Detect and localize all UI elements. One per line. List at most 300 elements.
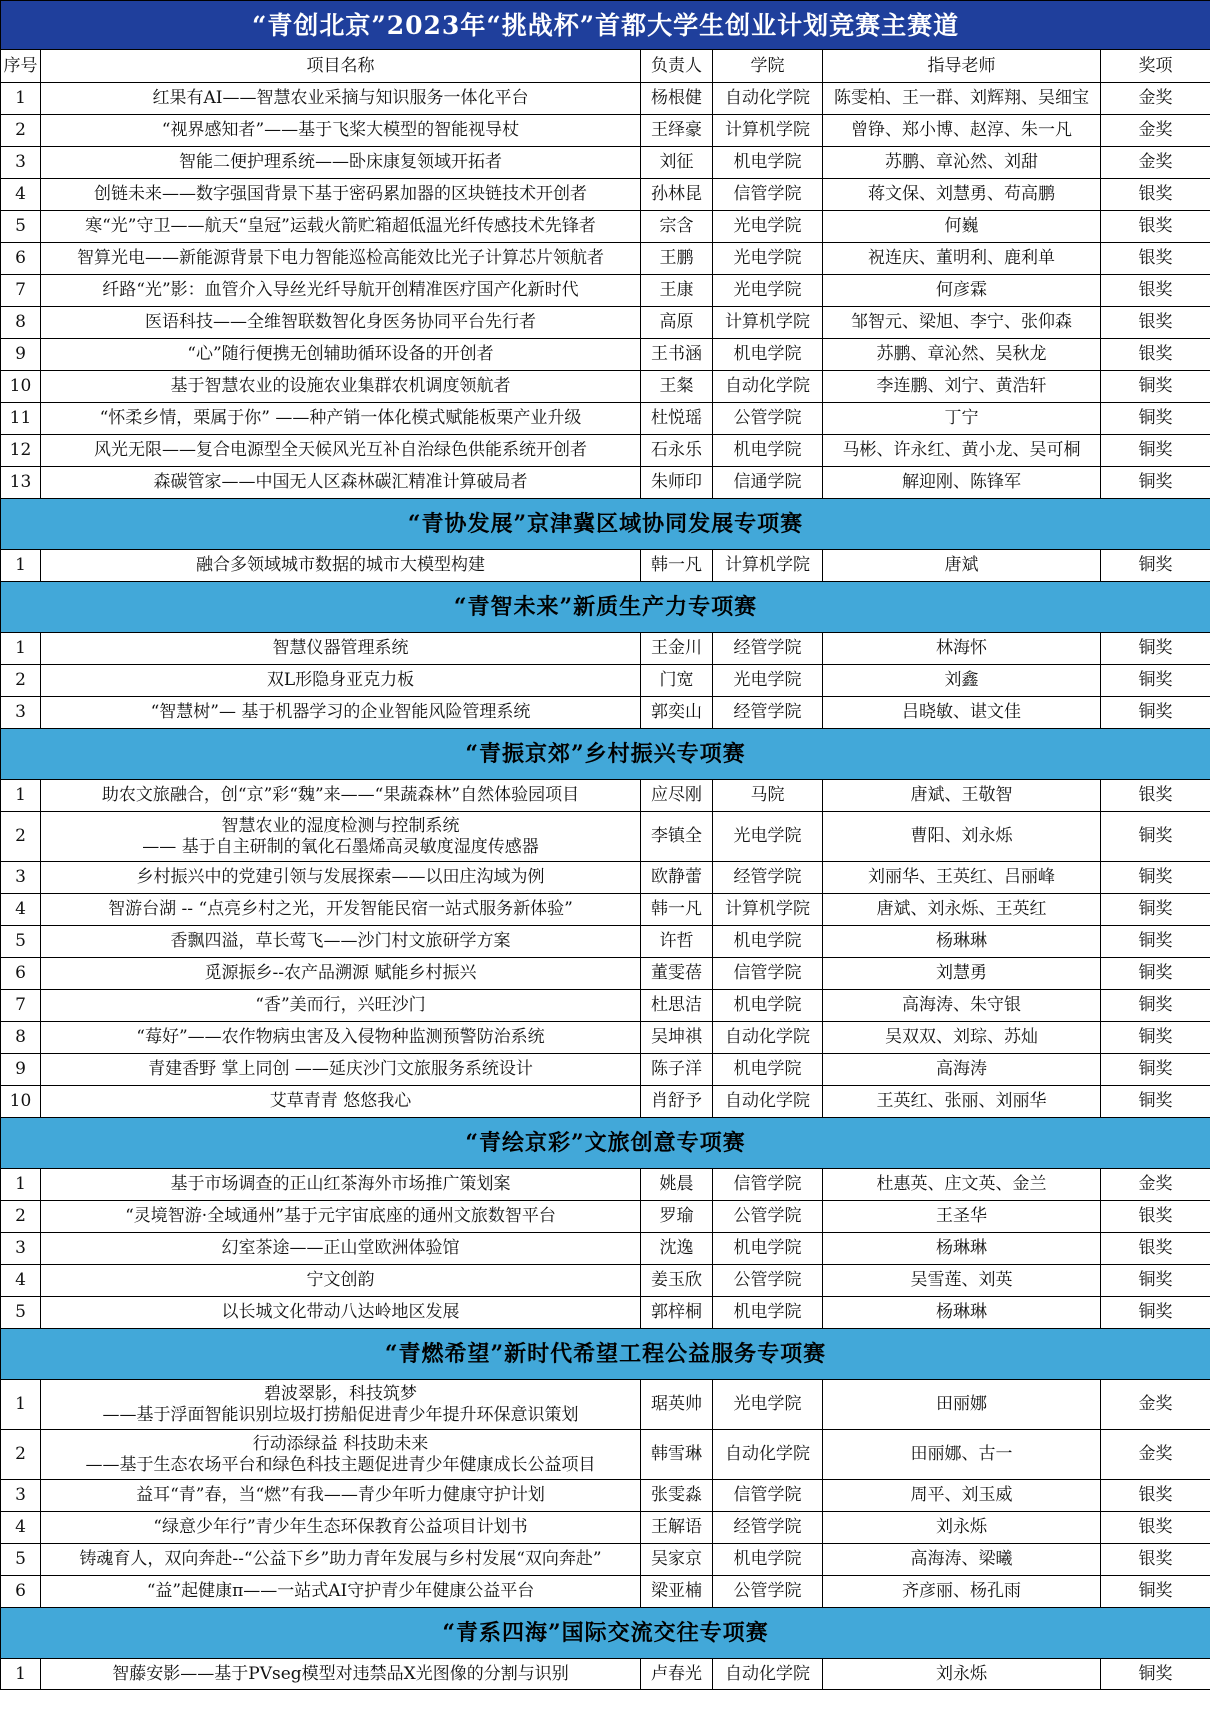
project-name-line: 寒“光”守卫——航天“皇冠”运载火箭贮箱超低温光纤传感技术先锋者 [85,216,596,236]
cell-index: 2 [1,1201,41,1233]
project-name-line: “怀柔乡情，栗属于你” ——种产销一体化模式赋能板栗产业升级 [99,408,582,428]
project-name-line: “绿意少年行”青少年生态环保教育公益项目计划书 [153,1517,528,1537]
cell-leader: 卢春光 [641,1659,713,1690]
project-name-line: “视界感知者”——基于飞桨大模型的智能视导杖 [161,120,520,140]
cell-college: 公管学院 [713,1201,823,1233]
cell-index: 11 [1,403,41,435]
cell-index: 3 [1,697,41,729]
cell-award: 铜奖 [1101,958,1210,990]
project-name-line: 益耳“青”春，当“燃”有我——青少年听力健康守护计划 [136,1485,545,1505]
table-row [1,697,1210,729]
cell-project [41,339,641,371]
cell-index: 5 [1,1297,41,1329]
project-name-line: 智藤安影——基于PVseg模型对违禁品X光图像的分割与识别 [112,1663,569,1684]
cell-advisor: 马彬、许永红、黄小龙、吴可桐 [823,435,1101,467]
cell-project [41,403,641,435]
cell-advisor: 刘慧勇 [823,958,1101,990]
table-row [1,147,1210,179]
cell-advisor: 田丽娜、古一 [823,1430,1101,1480]
table-row [1,780,1210,812]
cell-award: 金奖 [1101,1380,1210,1430]
cell-project [41,1544,641,1576]
cell-award: 铜奖 [1101,1297,1210,1329]
cell-index: 5 [1,926,41,958]
cell-college: 自动化学院 [713,1086,823,1118]
cell-advisor: 齐彦丽、杨孔雨 [823,1576,1101,1608]
table-row [1,115,1210,147]
project-name-line: —— 基于自主研制的氧化石墨烯高灵敏度湿度传感器 [142,836,539,857]
cell-college: 经管学院 [713,1512,823,1544]
table-row [1,211,1210,243]
cell-award: 金奖 [1101,115,1210,147]
table-row [1,275,1210,307]
cell-college: 公管学院 [713,1265,823,1297]
cell-advisor: 邹智元、梁旭、李宁、张仰森 [823,307,1101,339]
table-row [1,243,1210,275]
section-title: “青智未来”新质生产力专项赛 [1,582,1210,633]
project-name-line: 纤路“光”影：血管介入导丝光纤导航开创精准医疗国产化新时代 [102,280,579,300]
cell-award: 铜奖 [1101,894,1210,926]
table-row [1,83,1210,115]
project-name-line: 艾草青青 悠悠我心 [269,1091,412,1111]
cell-leader: 琚英帅 [641,1380,713,1430]
section-title: “青燃希望”新时代希望工程公益服务专项赛 [1,1329,1210,1380]
header-award: 奖项 [1101,50,1210,83]
table-row [1,926,1210,958]
section-title: “青绘京彩”文旅创意专项赛 [1,1118,1210,1169]
project-name-line: 铸魂育人，双向奔赴--“公益下乡”助力青年发展与乡村发展“双向奔赴” [79,1549,602,1569]
table-row [1,1480,1210,1512]
cell-advisor: 高海涛、朱守银 [823,990,1101,1022]
project-name-line: 智慧仪器管理系统 [272,638,409,658]
cell-advisor: 吴雪莲、刘英 [823,1265,1101,1297]
project-name-line: 乡村振兴中的党建引领与发展探索——以田庄沟域为例 [136,867,545,887]
cell-award: 铜奖 [1101,862,1210,894]
table-row [1,550,1210,582]
cell-college: 信管学院 [713,1480,823,1512]
cell-college: 自动化学院 [713,1022,823,1054]
section-title: “青协发展”京津冀区域协同发展专项赛 [1,499,1210,550]
header-row [1,50,1210,83]
table-row [1,1169,1210,1201]
cell-index: 8 [1,1022,41,1054]
cell-project [41,1169,641,1201]
project-name-line: 森碳管家——中国无人区森林碳汇精准计算破局者 [153,472,528,492]
cell-project [41,1022,641,1054]
cell-college: 机电学院 [713,926,823,958]
cell-advisor: 杨琳琳 [823,1297,1101,1329]
cell-award: 铜奖 [1101,697,1210,729]
cell-index: 1 [1,83,41,115]
cell-award: 银奖 [1101,339,1210,371]
page-title: “青创北京”2023年“挑战杯”首都大学生创业计划竞赛主赛道 [1,1,1210,50]
cell-index: 7 [1,275,41,307]
table-row [1,371,1210,403]
project-name-line: 助农文旅融合，创“京”彩“魏”来——“果蔬森林”自然体验园项目 [101,785,580,805]
cell-advisor: 蒋文保、刘慧勇、苟高鹏 [823,179,1101,211]
section-header-row [1,582,1210,633]
cell-college: 光电学院 [713,1380,823,1430]
cell-index: 3 [1,1480,41,1512]
cell-project [41,307,641,339]
cell-award: 银奖 [1101,275,1210,307]
cell-advisor: 唐斌、王敬智 [823,780,1101,812]
cell-college: 公管学院 [713,403,823,435]
project-name-line: “智慧树”— 基于机器学习的企业智能风险管理系统 [150,702,531,722]
cell-project [41,1233,641,1265]
cell-award: 金奖 [1101,83,1210,115]
cell-college: 光电学院 [713,812,823,862]
cell-advisor: 杜惠英、庄文英、金兰 [823,1169,1101,1201]
cell-index: 5 [1,211,41,243]
project-name-line: “莓好”——农作物病虫害及入侵物种监测预警防治系统 [136,1027,545,1047]
table-row [1,1430,1210,1480]
cell-project [41,1430,641,1480]
section-header-row [1,729,1210,780]
cell-leader: 许哲 [641,926,713,958]
table-row [1,1544,1210,1576]
header-project: 项目名称 [41,50,641,83]
header-index: 序号 [1,50,41,83]
cell-leader: 孙林昆 [641,179,713,211]
cell-award: 金奖 [1101,147,1210,179]
cell-college: 自动化学院 [713,1659,823,1690]
cell-leader: 应尽刚 [641,780,713,812]
table-row [1,633,1210,665]
cell-leader: 杜思洁 [641,990,713,1022]
cell-advisor: 田丽娜 [823,1380,1101,1430]
cell-index: 1 [1,1169,41,1201]
cell-leader: 杨根健 [641,83,713,115]
cell-college: 光电学院 [713,243,823,275]
cell-leader: 石永乐 [641,435,713,467]
table-row [1,958,1210,990]
cell-college: 光电学院 [713,665,823,697]
cell-advisor: 吕晓敏、谌文佳 [823,697,1101,729]
cell-college: 经管学院 [713,862,823,894]
cell-award: 铜奖 [1101,665,1210,697]
cell-project [41,115,641,147]
cell-advisor: 林海怀 [823,633,1101,665]
cell-leader: 王康 [641,275,713,307]
cell-leader: 沈逸 [641,1233,713,1265]
cell-college: 机电学院 [713,339,823,371]
cell-advisor: 高海涛 [823,1054,1101,1086]
section-header-row [1,1608,1210,1659]
title-row [1,1,1210,50]
table-row [1,1297,1210,1329]
table-row [1,1265,1210,1297]
cell-leader: 张雯淼 [641,1480,713,1512]
cell-advisor: 刘鑫 [823,665,1101,697]
cell-index: 1 [1,1659,41,1690]
cell-college: 自动化学院 [713,83,823,115]
table-row [1,1201,1210,1233]
cell-project [41,958,641,990]
cell-award: 银奖 [1101,1233,1210,1265]
project-name-line: 基于市场调查的正山红茶海外市场推广策划案 [170,1174,511,1194]
cell-project [41,467,641,499]
cell-project [41,697,641,729]
cell-leader: 姚晨 [641,1169,713,1201]
table-row [1,179,1210,211]
cell-index: 6 [1,243,41,275]
cell-award: 铜奖 [1101,403,1210,435]
cell-leader: 姜玉欣 [641,1265,713,1297]
cell-project [41,211,641,243]
cell-college: 计算机学院 [713,550,823,582]
table-row [1,307,1210,339]
cell-index: 2 [1,1430,41,1480]
table-row [1,862,1210,894]
table-row [1,665,1210,697]
cell-college: 机电学院 [713,147,823,179]
cell-college: 计算机学院 [713,115,823,147]
cell-advisor: 何彦霖 [823,275,1101,307]
cell-project [41,862,641,894]
table-row [1,403,1210,435]
cell-college: 机电学院 [713,1297,823,1329]
cell-index: 1 [1,633,41,665]
cell-index: 1 [1,550,41,582]
table-row [1,435,1210,467]
project-name-line: ——基于生态农场平台和绿色科技主题促进青少年健康成长公益项目 [85,1454,596,1475]
cell-leader: 吴家京 [641,1544,713,1576]
cell-index: 12 [1,435,41,467]
cell-project [41,1512,641,1544]
cell-advisor: 王英红、张丽、刘丽华 [823,1086,1101,1118]
cell-award: 银奖 [1101,1480,1210,1512]
project-name-line: 以长城文化带动八达岭地区发展 [221,1302,460,1322]
cell-advisor: 高海涛、梁曦 [823,1544,1101,1576]
table-row [1,812,1210,862]
project-name-line: 行动添绿益 科技助未来 [252,1433,429,1454]
cell-project [41,1054,641,1086]
table-row [1,1576,1210,1608]
header-leader: 负责人 [641,50,713,83]
project-name-line: 双L形隐身亚克力板 [266,670,415,690]
project-name-line: “益”起健康π——一站式AI守护青少年健康公益平台 [146,1581,535,1601]
project-name-line: 碧波翠影，科技筑梦 [264,1383,417,1404]
cell-project [41,1201,641,1233]
cell-college: 机电学院 [713,435,823,467]
header-college: 学院 [713,50,823,83]
cell-award: 银奖 [1101,211,1210,243]
cell-index: 4 [1,1265,41,1297]
cell-project [41,179,641,211]
cell-award: 铜奖 [1101,1659,1210,1690]
cell-advisor: 苏鹏、章沁然、刘甜 [823,147,1101,179]
cell-award: 铜奖 [1101,467,1210,499]
cell-award: 金奖 [1101,1169,1210,1201]
header-advisor: 指导老师 [823,50,1101,83]
cell-index: 2 [1,812,41,862]
cell-advisor: 解迎刚、陈锋军 [823,467,1101,499]
cell-advisor: 陈雯柏、王一群、刘辉翔、吴细宝 [823,83,1101,115]
project-name-line: 宁文创韵 [306,1270,375,1290]
cell-project [41,633,641,665]
cell-award: 铜奖 [1101,1086,1210,1118]
cell-award: 铜奖 [1101,926,1210,958]
cell-project [41,1659,641,1690]
cell-college: 光电学院 [713,275,823,307]
cell-advisor: 杨琳琳 [823,926,1101,958]
cell-college: 自动化学院 [713,1430,823,1480]
cell-project [41,1265,641,1297]
project-name-line: ——基于浮面智能识别垃圾打捞船促进青少年提升环保意识策划 [102,1404,579,1425]
cell-college: 经管学院 [713,633,823,665]
cell-award: 铜奖 [1101,550,1210,582]
project-name-line: 智慧农业的湿度检测与控制系统 [221,815,460,836]
cell-college: 机电学院 [713,1054,823,1086]
cell-leader: 陈子洋 [641,1054,713,1086]
table-row [1,1022,1210,1054]
cell-project [41,812,641,862]
cell-leader: 董雯蓓 [641,958,713,990]
cell-index: 9 [1,1054,41,1086]
cell-leader: 韩一凡 [641,550,713,582]
cell-award: 铜奖 [1101,990,1210,1022]
cell-index: 4 [1,1512,41,1544]
cell-leader: 王粲 [641,371,713,403]
section-title: “青系四海”国际交流交往专项赛 [1,1608,1210,1659]
cell-college: 公管学院 [713,1576,823,1608]
cell-index: 10 [1,371,41,403]
cell-index: 4 [1,894,41,926]
cell-college: 信管学院 [713,958,823,990]
project-name-line: 医语科技——全维智联数智化身医务协同平台先行者 [145,312,536,332]
cell-advisor: 唐斌、刘永烁、王英红 [823,894,1101,926]
cell-project [41,1380,641,1430]
cell-project [41,780,641,812]
project-name-line: 香飘四溢，草长莺飞——沙门村文旅研学方案 [170,931,511,951]
cell-leader: 郭梓桐 [641,1297,713,1329]
cell-leader: 王金川 [641,633,713,665]
cell-project [41,665,641,697]
cell-award: 银奖 [1101,179,1210,211]
table-row [1,1233,1210,1265]
project-name-line: 智算光电——新能源背景下电力智能巡检高能效比光子计算芯片领航者 [77,248,604,268]
cell-college: 机电学院 [713,1544,823,1576]
cell-award: 铜奖 [1101,812,1210,862]
cell-advisor: 苏鹏、章沁然、吴秋龙 [823,339,1101,371]
table-row [1,339,1210,371]
cell-project [41,1480,641,1512]
cell-award: 银奖 [1101,307,1210,339]
cell-advisor: 王圣华 [823,1201,1101,1233]
project-name-line: 青建香野 掌上同创 ——延庆沙门文旅服务系统设计 [148,1059,533,1079]
cell-leader: 欧静蕾 [641,862,713,894]
cell-college: 计算机学院 [713,894,823,926]
cell-index: 9 [1,339,41,371]
section-title: “青振京郊”乡村振兴专项赛 [1,729,1210,780]
project-name-line: 觅源振乡--农产品溯源 赋能乡村振兴 [204,963,477,983]
cell-index: 1 [1,1380,41,1430]
section-header-row [1,1329,1210,1380]
project-name-line: “香”美而行，兴旺沙门 [255,995,426,1015]
cell-leader: 门宽 [641,665,713,697]
project-name-line: 幻室茶途——正山堂欧洲体验馆 [221,1238,460,1258]
cell-index: 3 [1,147,41,179]
cell-leader: 韩雪琳 [641,1430,713,1480]
cell-project [41,990,641,1022]
project-name-line: 风光无限——复合电源型全天候风光互补自治绿色供能系统开创者 [94,440,587,460]
project-name-line: 融合多领域城市数据的城市大模型构建 [196,555,485,575]
cell-leader: 吴坤祺 [641,1022,713,1054]
table-row [1,990,1210,1022]
cell-project [41,83,641,115]
cell-award: 铜奖 [1101,1054,1210,1086]
cell-index: 3 [1,862,41,894]
cell-index: 3 [1,1233,41,1265]
cell-advisor: 丁宁 [823,403,1101,435]
cell-award: 银奖 [1101,780,1210,812]
cell-college: 光电学院 [713,211,823,243]
cell-leader: 韩一凡 [641,894,713,926]
cell-project [41,1297,641,1329]
cell-award: 金奖 [1101,1430,1210,1480]
table-row [1,1512,1210,1544]
cell-index: 5 [1,1544,41,1576]
cell-index: 4 [1,179,41,211]
cell-leader: 王绎豪 [641,115,713,147]
cell-index: 2 [1,115,41,147]
cell-award: 铜奖 [1101,435,1210,467]
cell-index: 13 [1,467,41,499]
cell-award: 银奖 [1101,1512,1210,1544]
cell-project [41,147,641,179]
cell-advisor: 刘永烁 [823,1659,1101,1690]
cell-award: 铜奖 [1101,1576,1210,1608]
cell-advisor: 刘丽华、王英红、吕丽峰 [823,862,1101,894]
cell-college: 自动化学院 [713,371,823,403]
cell-project [41,1576,641,1608]
cell-advisor: 刘永烁 [823,1512,1101,1544]
cell-advisor: 曾铮、郑小博、赵淳、朱一凡 [823,115,1101,147]
cell-college: 机电学院 [713,990,823,1022]
cell-project [41,435,641,467]
cell-project [41,926,641,958]
cell-leader: 宗含 [641,211,713,243]
cell-award: 银奖 [1101,1544,1210,1576]
cell-project [41,371,641,403]
cell-leader: 郭奕山 [641,697,713,729]
table-row [1,1086,1210,1118]
cell-award: 银奖 [1101,1201,1210,1233]
project-name-line: “灵境智游·全域通州”基于元宇宙底座的通州文旅数智平台 [125,1206,556,1226]
cell-index: 1 [1,780,41,812]
project-name-line: 红果有AI——智慧农业采摘与知识服务一体化平台 [152,88,529,108]
cell-index: 6 [1,958,41,990]
project-name-line: “心”随行便携无创辅助循环设备的开创者 [187,344,494,364]
table-row [1,1054,1210,1086]
cell-college: 马院 [713,780,823,812]
cell-leader: 罗瑜 [641,1201,713,1233]
table-row [1,894,1210,926]
cell-leader: 王书涵 [641,339,713,371]
cell-index: 2 [1,665,41,697]
cell-college: 计算机学院 [713,307,823,339]
cell-leader: 王解语 [641,1512,713,1544]
cell-college: 经管学院 [713,697,823,729]
cell-index: 10 [1,1086,41,1118]
section-header-row [1,1118,1210,1169]
cell-leader: 肖舒予 [641,1086,713,1118]
project-name-line: 智能二便护理系统——卧床康复领域开拓者 [179,152,502,172]
section-header-row [1,499,1210,550]
table-row [1,1659,1210,1690]
cell-leader: 刘征 [641,147,713,179]
